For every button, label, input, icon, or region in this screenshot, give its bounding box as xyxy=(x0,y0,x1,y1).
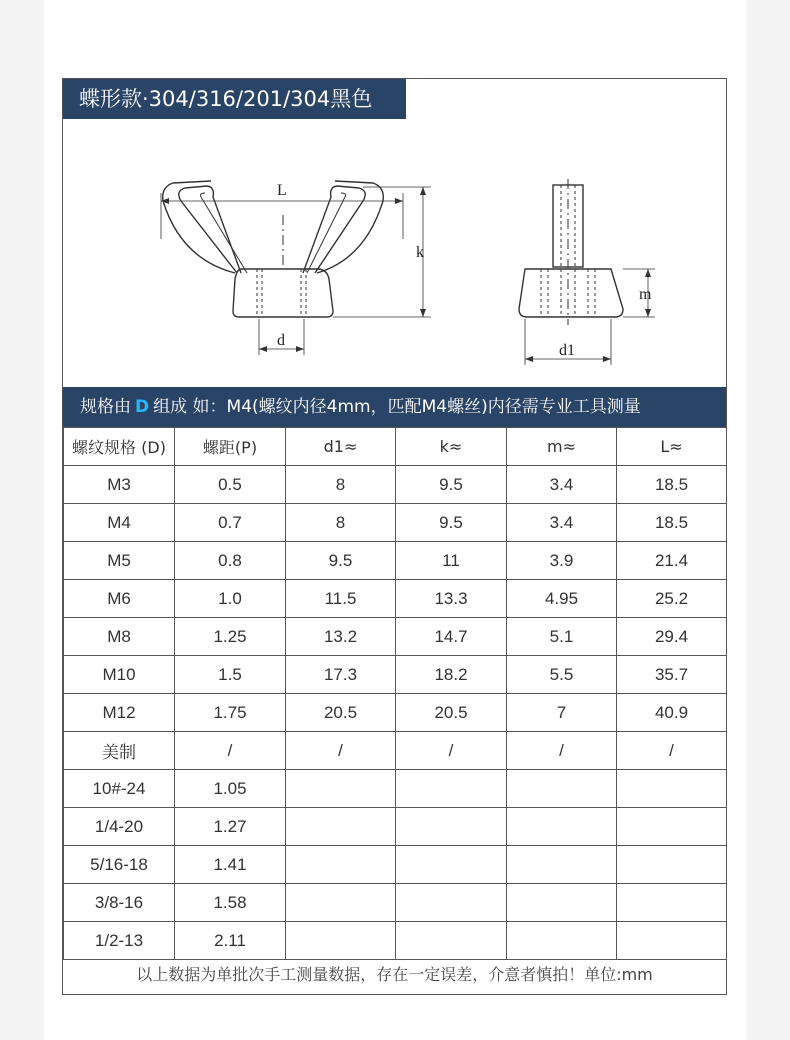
table-cell xyxy=(617,808,727,846)
table-cell: 18.2 xyxy=(396,656,507,694)
table-cell: M4 xyxy=(64,504,175,542)
table-row xyxy=(64,618,727,656)
table-cell: 17.3 xyxy=(286,656,396,694)
table-cell: / xyxy=(396,732,507,770)
table-cell: 13.3 xyxy=(396,580,507,618)
table-cell: 18.5 xyxy=(617,504,727,542)
table-cell xyxy=(286,846,396,884)
spec-description-bar xyxy=(63,387,726,427)
table-cell: 0.7 xyxy=(175,504,286,542)
table-cell: 1/2-13 xyxy=(64,922,175,960)
table-cell: 9.5 xyxy=(396,466,507,504)
table-cell: 5.5 xyxy=(507,656,617,694)
table-cell: 14.7 xyxy=(396,618,507,656)
table-cell: 3/8-16 xyxy=(64,884,175,922)
table-cell: M3 xyxy=(64,466,175,504)
table-cell: 美制 xyxy=(64,732,175,770)
table-cell xyxy=(286,808,396,846)
table-cell: 1.05 xyxy=(175,770,286,808)
table-cell: / xyxy=(507,732,617,770)
table-cell: M10 xyxy=(64,656,175,694)
table-cell: 2.11 xyxy=(175,922,286,960)
table-cell: 29.4 xyxy=(617,618,727,656)
table-cell xyxy=(507,884,617,922)
spec-suffix: 组成 如：M4(螺纹内径4mm，匹配M4螺丝)内径需专业工具测量 xyxy=(153,397,641,417)
column-header: L≈ xyxy=(617,428,727,466)
measurement-note: 以上数据为单批次手工测量数据，存在一定误差，介意者慎拍！单位:mm xyxy=(136,965,653,984)
table-cell xyxy=(507,808,617,846)
table-cell: 25.2 xyxy=(617,580,727,618)
dimension-label-L: L xyxy=(277,182,287,199)
table-cell: / xyxy=(175,732,286,770)
table-cell: 35.7 xyxy=(617,656,727,694)
table-cell: M5 xyxy=(64,542,175,580)
table-cell xyxy=(396,922,507,960)
table-cell: 1/4-20 xyxy=(64,808,175,846)
table-row xyxy=(64,656,727,694)
table-row xyxy=(64,922,727,960)
table-cell: 20.5 xyxy=(396,694,507,732)
column-header: k≈ xyxy=(396,428,507,466)
table-row xyxy=(64,466,727,504)
table-cell xyxy=(617,770,727,808)
table-cell: 5.1 xyxy=(507,618,617,656)
table-cell xyxy=(396,846,507,884)
table-cell xyxy=(286,922,396,960)
table-row xyxy=(64,542,727,580)
table-cell: 0.5 xyxy=(175,466,286,504)
table-cell: 1.75 xyxy=(175,694,286,732)
table-cell: 0.8 xyxy=(175,542,286,580)
table-cell: 11.5 xyxy=(286,580,396,618)
table-row xyxy=(64,732,727,770)
table-cell: 40.9 xyxy=(617,694,727,732)
spec-highlight: D xyxy=(135,397,150,417)
table-cell: 3.4 xyxy=(507,504,617,542)
dimension-label-k: k xyxy=(416,244,424,261)
table-cell: 1.5 xyxy=(175,656,286,694)
table-cell: 8 xyxy=(286,466,396,504)
table-cell: 10#-24 xyxy=(64,770,175,808)
table-cell xyxy=(617,846,727,884)
table-row xyxy=(64,770,727,808)
table-cell: 18.5 xyxy=(617,466,727,504)
dimension-label-m: m xyxy=(639,286,652,303)
table-cell xyxy=(286,770,396,808)
column-header: m≈ xyxy=(507,428,617,466)
table-row xyxy=(64,884,727,922)
table-cell: 1.41 xyxy=(175,846,286,884)
table-cell: M12 xyxy=(64,694,175,732)
table-cell: 3.9 xyxy=(507,542,617,580)
wing-nut-technical-drawing xyxy=(63,119,726,387)
spec-prefix: 规格由 xyxy=(80,397,131,417)
table-cell xyxy=(396,770,507,808)
column-header: d1≈ xyxy=(286,428,396,466)
table-header-row xyxy=(64,428,727,466)
table-cell: 4.95 xyxy=(507,580,617,618)
table-cell: 1.58 xyxy=(175,884,286,922)
column-header: 螺纹规格 (D) xyxy=(64,428,175,466)
table-cell xyxy=(617,884,727,922)
dimension-label-d: d xyxy=(277,332,285,349)
spec-card xyxy=(62,78,727,995)
table-cell: / xyxy=(286,732,396,770)
table-cell: 1.25 xyxy=(175,618,286,656)
table-cell: 7 xyxy=(507,694,617,732)
table-cell: 5/16-18 xyxy=(64,846,175,884)
table-cell: 11 xyxy=(396,542,507,580)
table-cell: 1.0 xyxy=(175,580,286,618)
table-cell: 1.27 xyxy=(175,808,286,846)
table-cell xyxy=(396,808,507,846)
table-cell: 20.5 xyxy=(286,694,396,732)
table-row xyxy=(64,504,727,542)
table-cell: 9.5 xyxy=(286,542,396,580)
table-cell xyxy=(507,770,617,808)
table-cell: 9.5 xyxy=(396,504,507,542)
table-cell: 3.4 xyxy=(507,466,617,504)
table-cell xyxy=(617,922,727,960)
spec-table xyxy=(63,427,727,960)
table-cell xyxy=(396,884,507,922)
table-cell xyxy=(286,884,396,922)
table-cell: 21.4 xyxy=(617,542,727,580)
column-header: 螺距(P) xyxy=(175,428,286,466)
table-cell: M6 xyxy=(64,580,175,618)
table-cell: M8 xyxy=(64,618,175,656)
table-cell xyxy=(507,922,617,960)
table-cell: 8 xyxy=(286,504,396,542)
dimension-label-d1: d1 xyxy=(559,342,575,359)
table-row xyxy=(64,846,727,884)
table-row xyxy=(64,580,727,618)
table-cell: / xyxy=(617,732,727,770)
table-cell xyxy=(507,846,617,884)
table-cell: 13.2 xyxy=(286,618,396,656)
table-row xyxy=(64,808,727,846)
table-row xyxy=(64,694,727,732)
page-title: 蝶形款·304/316/201/304黑色 xyxy=(63,79,406,119)
